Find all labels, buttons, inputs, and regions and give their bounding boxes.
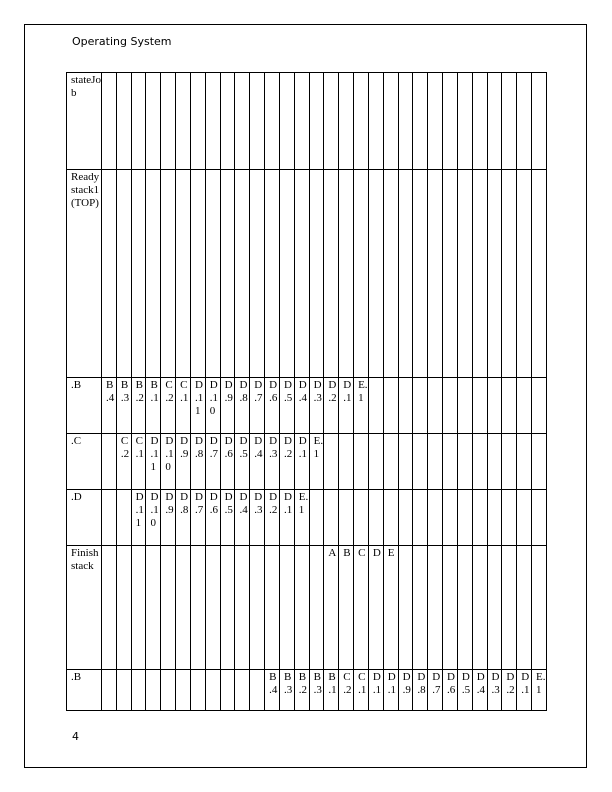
table-cell — [517, 546, 532, 670]
table-cell — [265, 170, 280, 378]
table-cell: B.1 — [324, 670, 339, 711]
table-cell — [502, 170, 517, 378]
table-cell — [428, 546, 443, 670]
table-cell: D.6 — [205, 490, 220, 546]
table-cell — [457, 546, 472, 670]
table-cell: D.9 — [161, 490, 176, 546]
table-cell — [383, 73, 398, 170]
table-cell — [443, 73, 458, 170]
table-cell: D.11 — [146, 434, 161, 490]
table-cell — [428, 490, 443, 546]
table-cell — [487, 546, 502, 670]
table-cell: D.7 — [428, 670, 443, 711]
table-cell — [146, 170, 161, 378]
table-cell — [398, 73, 413, 170]
row-label: .C — [67, 434, 102, 490]
table-cell — [517, 378, 532, 434]
table-cell — [383, 170, 398, 378]
table-cell — [131, 73, 146, 170]
table-cell — [354, 73, 369, 170]
table-cell — [339, 490, 354, 546]
table-cell — [354, 170, 369, 378]
table-cell — [324, 434, 339, 490]
table-cell — [443, 546, 458, 670]
table-cell — [116, 670, 131, 711]
table-row — [67, 378, 547, 434]
table-cell: D.3 — [265, 434, 280, 490]
table-cell — [428, 378, 443, 434]
table-cell: E.1 — [354, 378, 369, 434]
table-cell — [116, 490, 131, 546]
table-cell — [472, 434, 487, 490]
table-cell — [279, 73, 294, 170]
table-cell — [502, 378, 517, 434]
table-cell — [176, 546, 191, 670]
table-cell: B.2 — [294, 670, 309, 711]
table-cell: C.1 — [131, 434, 146, 490]
table-cell: B.3 — [116, 378, 131, 434]
table-cell — [487, 378, 502, 434]
table-cell — [398, 378, 413, 434]
table-cell — [235, 546, 250, 670]
table-cell — [517, 490, 532, 546]
table-cell — [413, 170, 428, 378]
table-row — [67, 670, 547, 711]
row-label: Readystack1(TOP) — [67, 170, 102, 378]
table-cell: D.6 — [265, 378, 280, 434]
table-cell — [383, 378, 398, 434]
table-cell — [161, 73, 176, 170]
table-cell — [220, 73, 235, 170]
table-cell — [190, 170, 205, 378]
table-cell — [250, 546, 265, 670]
table-cell — [443, 490, 458, 546]
table-cell — [190, 73, 205, 170]
table-cell: D.4 — [235, 490, 250, 546]
table-cell — [161, 546, 176, 670]
table-cell — [457, 170, 472, 378]
table-cell: D — [368, 546, 383, 670]
table-cell — [116, 73, 131, 170]
table-cell — [235, 73, 250, 170]
table-cell: D.7 — [250, 378, 265, 434]
table-cell — [146, 670, 161, 711]
table-cell: C.2 — [161, 378, 176, 434]
table-cell — [339, 170, 354, 378]
table-cell — [368, 434, 383, 490]
table-cell: D.6 — [220, 434, 235, 490]
table-cell — [102, 434, 117, 490]
table-cell — [487, 490, 502, 546]
table-cell — [102, 170, 117, 378]
table-cell — [487, 170, 502, 378]
table-cell — [354, 434, 369, 490]
table-cell: E.1 — [294, 490, 309, 546]
table-cell: D.11 — [190, 378, 205, 434]
table-cell — [368, 73, 383, 170]
table-cell: D.2 — [265, 490, 280, 546]
table-cell — [443, 434, 458, 490]
table-cell — [190, 546, 205, 670]
table-cell — [443, 378, 458, 434]
table-cell — [339, 73, 354, 170]
table-cell — [428, 170, 443, 378]
table-cell — [457, 73, 472, 170]
table-cell: D.1 — [368, 670, 383, 711]
table-cell — [472, 546, 487, 670]
table-cell: D.10 — [146, 490, 161, 546]
table-cell — [102, 73, 117, 170]
table-cell — [324, 490, 339, 546]
table-cell: D.6 — [443, 670, 458, 711]
table-cell — [398, 434, 413, 490]
table-cell — [220, 546, 235, 670]
table-cell: D.2 — [324, 378, 339, 434]
table-cell — [131, 170, 146, 378]
table-cell — [532, 546, 547, 670]
table-cell — [279, 170, 294, 378]
table-cell: D.1 — [339, 378, 354, 434]
table-cell — [102, 490, 117, 546]
table-cell: D.1 — [294, 434, 309, 490]
table-cell — [324, 73, 339, 170]
table-cell — [428, 73, 443, 170]
table-cell — [176, 73, 191, 170]
table-cell — [309, 546, 324, 670]
table-cell — [294, 546, 309, 670]
table-cell — [294, 73, 309, 170]
table-cell: C — [354, 546, 369, 670]
table-cell — [131, 546, 146, 670]
table-cell — [220, 170, 235, 378]
table-cell — [309, 490, 324, 546]
table-cell: E.1 — [309, 434, 324, 490]
table-cell — [472, 170, 487, 378]
table-cell: D.5 — [235, 434, 250, 490]
table-cell — [487, 73, 502, 170]
table-cell: D.2 — [279, 434, 294, 490]
table-cell — [413, 434, 428, 490]
table-cell — [324, 170, 339, 378]
table-cell — [532, 434, 547, 490]
table-cell: D.8 — [190, 434, 205, 490]
table-cell — [354, 490, 369, 546]
table-cell — [457, 434, 472, 490]
table-cell: D.5 — [220, 490, 235, 546]
table-cell — [383, 490, 398, 546]
table-cell: B — [339, 546, 354, 670]
table-cell: A — [324, 546, 339, 670]
table-cell — [161, 670, 176, 711]
row-label: .B — [67, 670, 102, 711]
table-cell — [205, 170, 220, 378]
table-cell: D.8 — [176, 490, 191, 546]
table-cell — [102, 670, 117, 711]
table-cell: D.11 — [131, 490, 146, 546]
table-cell: C.2 — [116, 434, 131, 490]
table-cell — [457, 490, 472, 546]
table-cell — [532, 490, 547, 546]
table-cell — [116, 170, 131, 378]
table-cell — [250, 670, 265, 711]
table-cell — [457, 378, 472, 434]
table-cell: D.10 — [205, 378, 220, 434]
table-cell: D.5 — [457, 670, 472, 711]
table-cell: D.10 — [161, 434, 176, 490]
table-cell — [294, 170, 309, 378]
table-cell — [205, 670, 220, 711]
table-cell: B.3 — [279, 670, 294, 711]
table-cell: D.8 — [235, 378, 250, 434]
table-cell: D.5 — [279, 378, 294, 434]
table-cell: B.3 — [309, 670, 324, 711]
table-cell: C.1 — [354, 670, 369, 711]
table-cell — [146, 546, 161, 670]
table-cell: D.4 — [250, 434, 265, 490]
table-cell: D.3 — [309, 378, 324, 434]
table-cell — [517, 73, 532, 170]
row-label: Finishstack — [67, 546, 102, 670]
table-cell — [413, 73, 428, 170]
page-number: 4 — [72, 730, 79, 743]
row-label: .D — [67, 490, 102, 546]
table-cell: D.4 — [294, 378, 309, 434]
table-cell — [413, 378, 428, 434]
table-cell — [235, 170, 250, 378]
table-cell — [205, 73, 220, 170]
table-cell — [413, 546, 428, 670]
table-cell — [116, 546, 131, 670]
table-cell — [398, 490, 413, 546]
table-cell — [368, 170, 383, 378]
table-cell — [279, 546, 294, 670]
table-cell: B.4 — [265, 670, 280, 711]
table-cell — [102, 546, 117, 670]
table-cell: C.1 — [176, 378, 191, 434]
page-header: Operating System — [72, 35, 172, 48]
table-cell: D.9 — [176, 434, 191, 490]
table-cell — [517, 170, 532, 378]
table-cell — [502, 546, 517, 670]
table-cell — [502, 490, 517, 546]
table-cell: D.7 — [190, 490, 205, 546]
table-cell — [205, 546, 220, 670]
table-cell — [309, 170, 324, 378]
table-cell — [131, 670, 146, 711]
row-label: .B — [67, 378, 102, 434]
table-cell: D.9 — [220, 378, 235, 434]
table-cell — [502, 73, 517, 170]
table-row — [67, 490, 547, 546]
table-cell — [368, 490, 383, 546]
table-cell — [250, 73, 265, 170]
table-cell: B.2 — [131, 378, 146, 434]
row-label: stateJob — [67, 73, 102, 170]
table-cell — [176, 670, 191, 711]
table-cell: D.9 — [398, 670, 413, 711]
table-cell — [532, 170, 547, 378]
table-cell — [383, 434, 398, 490]
table-cell — [161, 170, 176, 378]
table-cell — [502, 434, 517, 490]
table-cell — [176, 170, 191, 378]
table-cell: D.1 — [517, 670, 532, 711]
table-row — [67, 73, 547, 170]
table-cell — [250, 170, 265, 378]
table-cell — [532, 378, 547, 434]
table-cell — [398, 170, 413, 378]
table-cell — [146, 73, 161, 170]
table-cell: D.8 — [413, 670, 428, 711]
table-cell: D.3 — [487, 670, 502, 711]
table-cell — [532, 73, 547, 170]
table-cell — [472, 490, 487, 546]
table-cell: D.4 — [472, 670, 487, 711]
table-row — [67, 546, 547, 670]
table-cell — [398, 546, 413, 670]
table-cell — [517, 434, 532, 490]
table-cell — [428, 434, 443, 490]
table-cell: D.1 — [279, 490, 294, 546]
table-cell — [339, 434, 354, 490]
table-cell — [443, 170, 458, 378]
table-cell: D.1 — [383, 670, 398, 711]
table-cell — [265, 73, 280, 170]
table-cell — [487, 434, 502, 490]
table-cell — [472, 73, 487, 170]
table-cell — [235, 670, 250, 711]
table-cell — [265, 546, 280, 670]
table-cell: D.7 — [205, 434, 220, 490]
table-cell: B.4 — [102, 378, 117, 434]
table-cell — [309, 73, 324, 170]
table-cell: B.1 — [146, 378, 161, 434]
table-cell — [472, 378, 487, 434]
table-row — [67, 170, 547, 378]
table-cell — [368, 378, 383, 434]
table-cell: D.2 — [502, 670, 517, 711]
table-cell: E.1 — [532, 670, 547, 711]
job-state-table — [66, 72, 547, 711]
table-cell — [190, 670, 205, 711]
table-cell: C.2 — [339, 670, 354, 711]
table-cell: D.3 — [250, 490, 265, 546]
table-cell: E — [383, 546, 398, 670]
table-row — [67, 434, 547, 490]
table-cell — [220, 670, 235, 711]
table-cell — [413, 490, 428, 546]
